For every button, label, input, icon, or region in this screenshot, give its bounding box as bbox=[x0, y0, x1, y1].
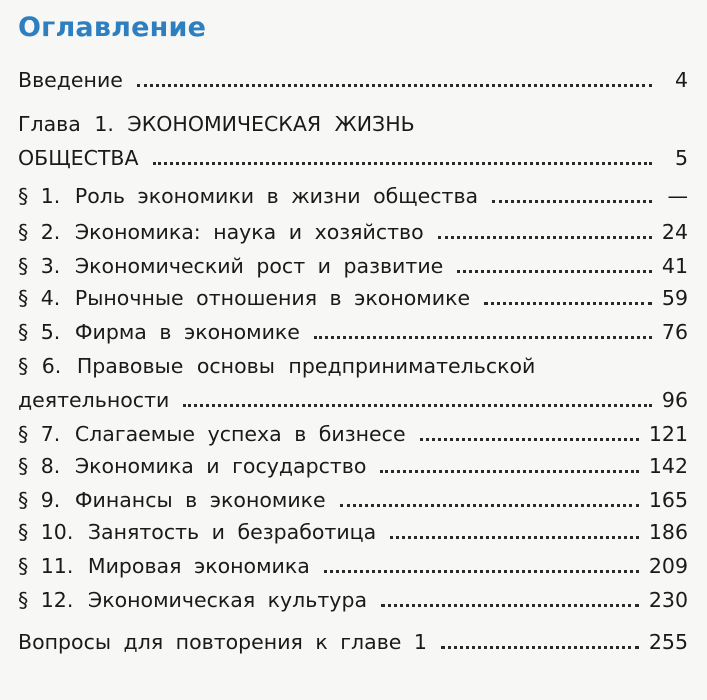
toc-entry-section[interactable] bbox=[18, 516, 688, 546]
toc-page-number: 209 bbox=[648, 554, 688, 578]
toc-page-number: 76 bbox=[661, 320, 688, 344]
section-title: Мировая экономика bbox=[87, 554, 310, 578]
section-title: Фирма в экономике bbox=[74, 320, 300, 344]
dot-leader bbox=[340, 504, 639, 507]
section-title: Занятость и безработица bbox=[87, 520, 377, 544]
toc-entry-label: Введение bbox=[18, 68, 123, 92]
toc-page-number: 142 bbox=[648, 454, 688, 478]
section-number: § 1. bbox=[18, 184, 61, 208]
dot-leader bbox=[381, 604, 639, 607]
section-title: Экономический рост и развитие bbox=[74, 254, 444, 278]
section-title: Экономическая культура bbox=[87, 588, 368, 612]
toc-entry-label: Вопросы для повторения к главе 1 bbox=[18, 630, 427, 654]
dot-leader bbox=[324, 570, 639, 573]
toc-chapter-line1[interactable] bbox=[18, 108, 688, 138]
section-number: § 3. bbox=[18, 254, 61, 278]
section-number: § 7. bbox=[18, 422, 61, 446]
dot-leader bbox=[390, 536, 639, 539]
dot-leader bbox=[492, 200, 652, 203]
toc-page-number: 41 bbox=[661, 254, 688, 278]
section-title: Правовые основы предпринимательской bbox=[76, 354, 536, 378]
section-number: § 10. bbox=[18, 520, 74, 544]
toc-page-number: 4 bbox=[674, 68, 688, 92]
toc-entry-section-line1[interactable] bbox=[18, 350, 688, 380]
section-title: Слагаемые успеха в бизнесе bbox=[74, 422, 406, 446]
toc-page-number: 24 bbox=[661, 220, 688, 244]
dot-leader bbox=[380, 470, 638, 473]
section-number: § 4. bbox=[18, 286, 61, 310]
section-number: § 9. bbox=[18, 488, 61, 512]
dot-leader bbox=[183, 404, 652, 407]
section-number: § 5. bbox=[18, 320, 61, 344]
dot-leader bbox=[137, 84, 652, 87]
toc-entry-intro[interactable] bbox=[18, 64, 688, 94]
toc-entry-review[interactable] bbox=[18, 626, 688, 656]
toc-page-number: 255 bbox=[648, 630, 688, 654]
dot-leader bbox=[153, 162, 653, 165]
toc-entry-section[interactable] bbox=[18, 216, 688, 246]
toc-page-number: 121 bbox=[648, 422, 688, 446]
toc-entry-chapter[interactable] bbox=[18, 142, 688, 172]
toc-entry-section[interactable] bbox=[18, 250, 688, 280]
chapter-title-cont: ОБЩЕСТВА bbox=[18, 146, 139, 170]
dot-leader bbox=[420, 438, 639, 441]
dot-leader bbox=[441, 646, 639, 649]
toc-entry-section[interactable] bbox=[18, 418, 688, 448]
toc-entry-section[interactable] bbox=[18, 384, 688, 414]
chapter-title: Глава 1. ЭКОНОМИЧЕСКАЯ ЖИЗНЬ bbox=[18, 112, 415, 136]
toc-page-number: 230 bbox=[648, 588, 688, 612]
toc-page-number: 5 bbox=[674, 146, 688, 170]
section-title: Роль экономики в жизни общества bbox=[74, 184, 479, 208]
dot-leader bbox=[438, 236, 652, 239]
toc-entry-section[interactable] bbox=[18, 282, 688, 312]
page-title: Оглавление bbox=[18, 12, 207, 43]
toc-page-number: — bbox=[667, 184, 688, 208]
section-number: § 11. bbox=[18, 554, 74, 578]
toc-entry-section[interactable] bbox=[18, 450, 688, 480]
section-number: § 2. bbox=[18, 220, 61, 244]
toc-entry-section[interactable] bbox=[18, 484, 688, 514]
section-number: § 6. bbox=[18, 354, 62, 378]
section-title-cont: деятельности bbox=[18, 388, 170, 412]
toc-page-number: 59 bbox=[661, 286, 688, 310]
toc-entry-section[interactable] bbox=[18, 316, 688, 346]
toc-page-number: 186 bbox=[648, 520, 688, 544]
section-title: Экономика: наука и хозяйство bbox=[74, 220, 424, 244]
toc-page-number: 96 bbox=[661, 388, 688, 412]
dot-leader bbox=[457, 270, 652, 273]
dot-leader bbox=[484, 302, 652, 305]
section-number: § 8. bbox=[18, 454, 61, 478]
section-title: Рыночные отношения в экономике bbox=[74, 286, 471, 310]
toc-entry-section[interactable] bbox=[18, 180, 688, 210]
dot-leader bbox=[314, 336, 652, 339]
section-number: § 12. bbox=[18, 588, 74, 612]
toc-page-number: 165 bbox=[648, 488, 688, 512]
toc-entry-section[interactable] bbox=[18, 584, 688, 614]
section-title: Экономика и государство bbox=[74, 454, 367, 478]
toc-entry-section[interactable] bbox=[18, 550, 688, 580]
section-title: Финансы в экономике bbox=[74, 488, 326, 512]
